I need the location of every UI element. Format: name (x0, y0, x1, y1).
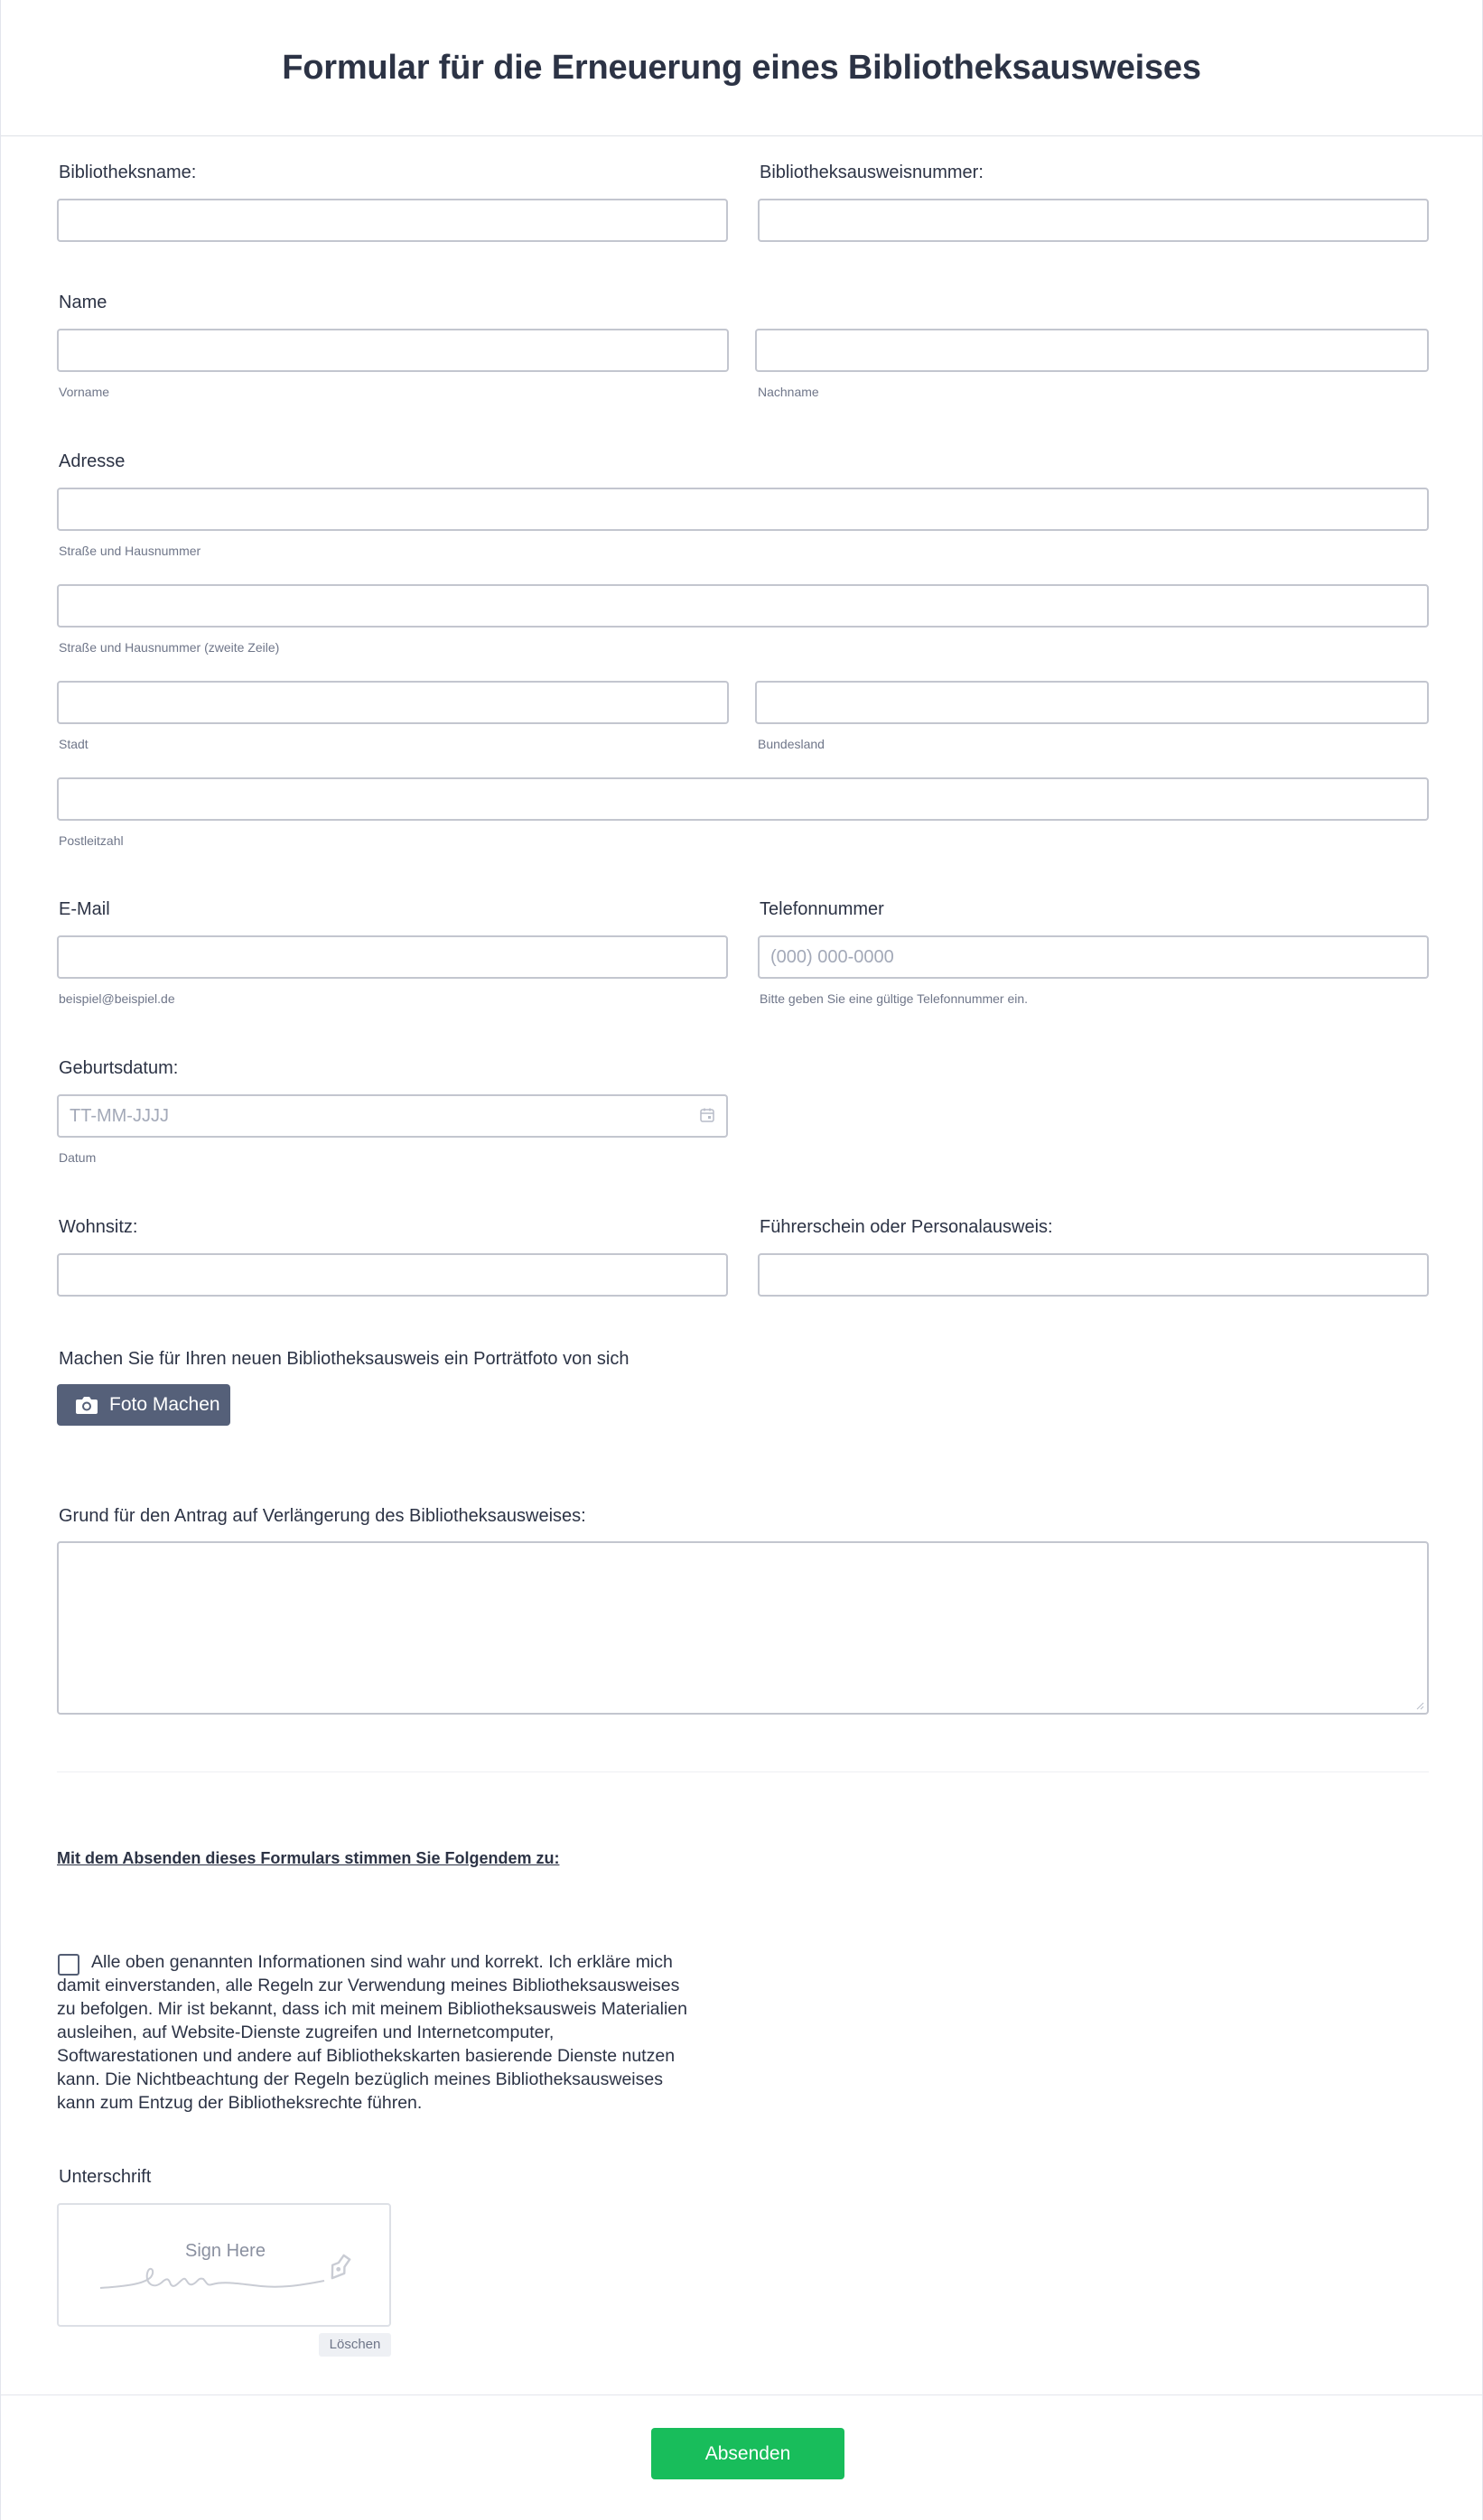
photo-label: Machen Sie für Ihren neuen Bibliotheksausweis ein Porträtfoto von sich (59, 1349, 630, 1369)
consent-title: Mit dem Absenden dieses Formulars stimmen Sie Folgendem zu: (57, 1849, 560, 1867)
phone-sublabel: Bitte geben Sie eine gültige Telefonnummer ein. (760, 991, 1029, 1006)
reason-textarea[interactable] (57, 1541, 1429, 1715)
resize-handle-icon[interactable] (1415, 1701, 1424, 1710)
signature-label: Unterschrift (59, 2167, 152, 2187)
birthdate-label: Geburtsdatum: (59, 1058, 179, 1078)
phone-input[interactable] (758, 935, 1429, 979)
signature-scribble-icon (98, 2252, 360, 2297)
street2-input[interactable] (57, 584, 1429, 628)
form-header (1, 0, 1482, 136)
street-sublabel: Straße und Hausnummer (59, 544, 201, 558)
camera-icon (75, 1395, 98, 1415)
residence-label: Wohnsitz: (59, 1217, 138, 1237)
consent-text: Alle oben genannten Informationen sind wahr und korrekt. Ich erkläre mich damit einverstanden, alle Regeln zur Verwendung meines Bibliotheksausweises zu befolgen. Mir ist bekannt, dass ich mit meinem Bibliotheksausweis Materialien ausleihen, auf Website-Dienste zugreifen und Internetcomputer, Softwarestationen und andere auf Bibliothekskarten basierende Dienste nutzen kann. Die Nichtbeachtung der Regeln bezüglich meines Bibliotheksausweises kann zum Entzug der Bibliotheksrechte führen. (57, 1952, 687, 2113)
reason-label: Grund für den Antrag auf Verlängerung des Bibliotheksausweises: (59, 1506, 586, 1526)
card-number-label: Bibliotheksausweisnummer: (760, 163, 984, 182)
take-photo-label: Foto Machen (109, 1394, 220, 1415)
form-title: Formular für die Erneuerung eines Bibliotheksausweises (282, 48, 1201, 87)
take-photo-button[interactable] (57, 1384, 230, 1426)
last-name-input[interactable] (755, 329, 1429, 372)
birthdate-input[interactable] (57, 1094, 728, 1138)
card-number-input[interactable] (758, 199, 1429, 242)
signature-pad[interactable] (57, 2203, 391, 2327)
phone-placeholder: (000) 000-0000 (770, 947, 894, 967)
address-label: Adresse (59, 451, 126, 471)
last-name-sublabel: Nachname (758, 385, 819, 399)
state-sublabel: Bundesland (758, 737, 825, 751)
signature-placeholder: Sign Here (185, 2241, 266, 2261)
birthdate-placeholder: TT-MM-JJJJ (70, 1106, 169, 1126)
city-input[interactable] (57, 681, 729, 724)
phone-label: Telefonnummer (760, 899, 884, 919)
library-name-label: Bibliotheksname: (59, 163, 197, 182)
calendar-icon[interactable] (699, 1107, 715, 1123)
clear-signature-button[interactable]: Löschen (319, 2333, 391, 2357)
email-sublabel: beispiel@beispiel.de (59, 991, 175, 1006)
city-sublabel: Stadt (59, 737, 89, 751)
first-name-input[interactable] (57, 329, 729, 372)
street2-sublabel: Straße und Hausnummer (zweite Zeile) (59, 640, 280, 655)
name-label: Name (59, 293, 107, 312)
residence-input[interactable] (57, 1253, 728, 1297)
state-input[interactable] (755, 681, 1429, 724)
first-name-sublabel: Vorname (59, 385, 110, 399)
submit-button[interactable]: Absenden (651, 2428, 844, 2479)
email-input[interactable] (57, 935, 728, 979)
zip-input[interactable] (57, 777, 1429, 821)
consent-checkbox[interactable] (58, 1954, 79, 1976)
library-name-input[interactable] (57, 199, 728, 242)
birthdate-sublabel: Datum (59, 1150, 97, 1165)
zip-sublabel: Postleitzahl (59, 833, 124, 848)
id-input[interactable] (758, 1253, 1429, 1297)
email-label: E-Mail (59, 899, 110, 919)
street-input[interactable] (57, 488, 1429, 531)
section-divider (57, 1771, 1429, 1772)
id-label: Führerschein oder Personalausweis: (760, 1217, 1053, 1237)
